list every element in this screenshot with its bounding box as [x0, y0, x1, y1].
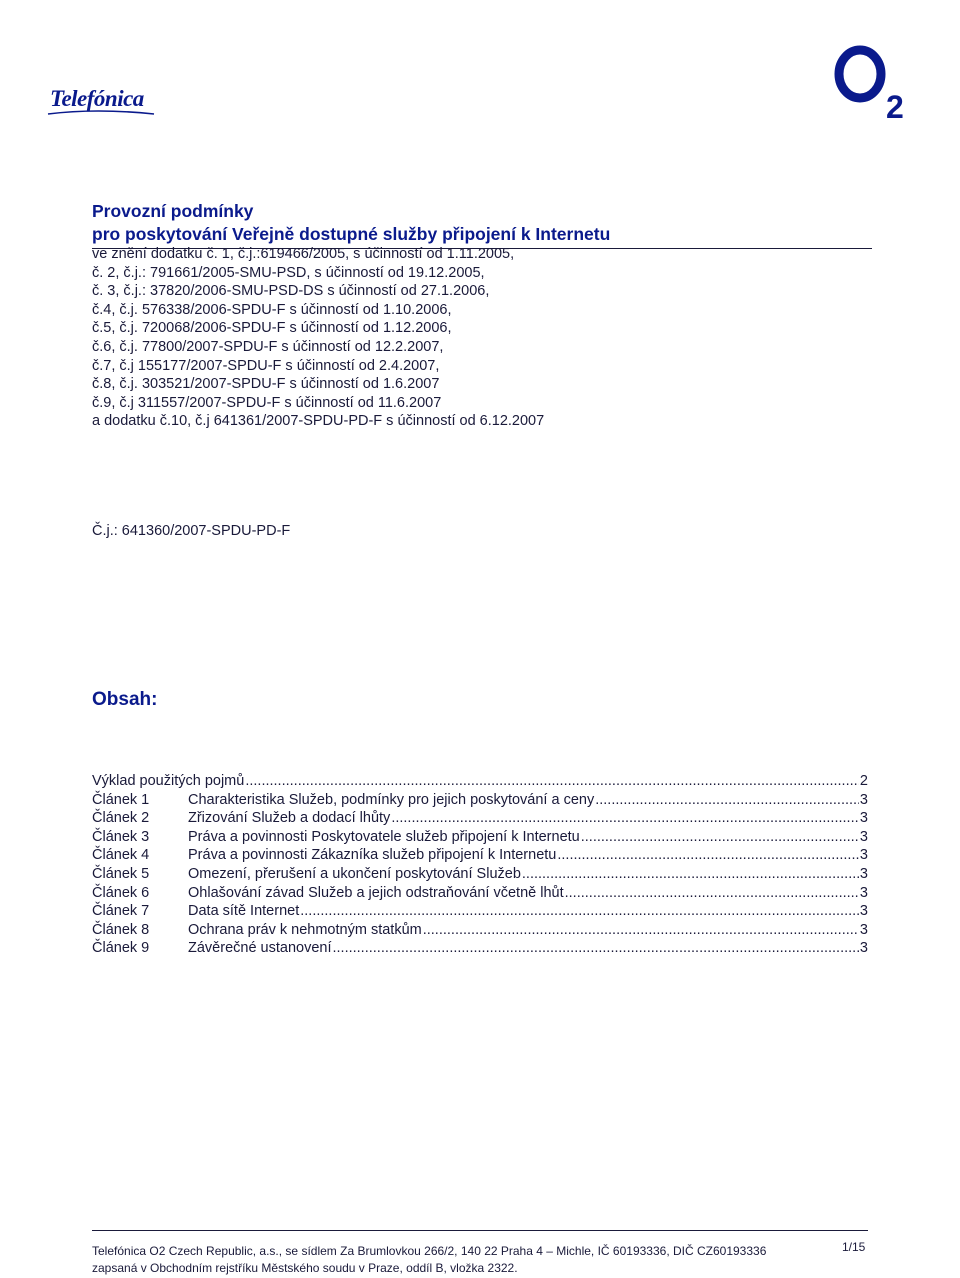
- toc-entry-number: Článek 3: [92, 828, 150, 845]
- toc-entry-number: Článek 9: [92, 940, 150, 957]
- toc-entry-page: 3: [859, 903, 868, 920]
- toc-entry-title: Zřizování Služeb a dodací lhůty: [188, 810, 391, 827]
- toc-entry-number: Článek 8: [92, 921, 150, 938]
- toc-entry-number: Článek 4: [92, 847, 150, 864]
- amendment-line: č.7, č.j 155177/2007-SPDU-F s účinností od 2.4.2007,: [92, 357, 440, 374]
- svg-text:2: 2: [886, 89, 904, 122]
- toc-entry-page: 3: [859, 940, 868, 957]
- toc-entry-title: Charakteristika Služeb, podmínky pro jejich poskytování a ceny: [188, 791, 595, 808]
- toc-leader-dots: [557, 846, 859, 865]
- document-title: [92, 200, 872, 249]
- toc-entry-title: Ohlašování závad Služeb a jejich odstraňování včetně lhůt: [188, 884, 564, 901]
- footer-divider: [92, 1230, 868, 1231]
- toc-entry-page: 3: [859, 921, 868, 938]
- o2-logo: [832, 42, 922, 122]
- amendment-line: č.4, č.j. 576338/2006-SPDU-F s účinností od 1.10.2006,: [92, 301, 452, 318]
- toc-entry-page: 3: [859, 810, 868, 827]
- toc-heading: Obsah:: [92, 689, 158, 710]
- toc-entry-title: Ochrana práv k nehmotným statkům: [188, 921, 422, 938]
- toc-entry-page: 3: [859, 865, 868, 882]
- toc-entry-page: 3: [859, 847, 868, 864]
- toc-entry-page: 3: [859, 791, 868, 808]
- toc-entry[interactable]: [92, 846, 868, 865]
- toc-leader-dots: [300, 902, 859, 921]
- toc-leader-dots: [595, 791, 859, 810]
- toc-entry[interactable]: [92, 939, 868, 958]
- toc-entry[interactable]: [92, 865, 868, 884]
- toc-entry[interactable]: [92, 772, 868, 791]
- toc-entry-number: Článek 2: [92, 810, 150, 827]
- amendment-list: [92, 245, 544, 431]
- toc-entry[interactable]: [92, 791, 868, 810]
- toc-entry[interactable]: [92, 902, 868, 921]
- toc-entry[interactable]: [92, 921, 868, 940]
- telefonica-logo: [46, 80, 158, 124]
- amendment-line: č. 2, č.j.: 791661/2005-SMU-PSD, s účinností od 19.12.2005,: [92, 264, 485, 281]
- toc-entry-page: 2: [859, 773, 868, 789]
- title-line-1: Provozní podmínky: [92, 201, 254, 221]
- amendment-line: č.9, č.j 311557/2007-SPDU-F s účinností od 11.6.2007: [92, 394, 442, 411]
- reference-number: Č.j.: 641360/2007-SPDU-PD-F: [92, 523, 291, 539]
- toc-entry-number: Článek 1: [92, 791, 150, 808]
- toc-entry-page: 3: [859, 828, 868, 845]
- toc-leader-dots: [245, 772, 859, 791]
- toc-entry-number: Článek 7: [92, 903, 150, 920]
- toc-entry[interactable]: [92, 828, 868, 847]
- toc-entry-page: 3: [859, 884, 868, 901]
- svg-text:Telefónica: Telefónica: [50, 86, 144, 111]
- amendment-line: a dodatku č.10, č.j 641361/2007-SPDU-PD-F s účinností od 6.12.2007: [92, 413, 545, 430]
- toc-entry[interactable]: [92, 809, 868, 828]
- toc-leader-dots: [423, 921, 859, 940]
- toc-entry-number: Článek 5: [92, 865, 150, 882]
- toc-leader-dots: [332, 939, 858, 958]
- toc-entry-title: Omezení, přerušení a ukončení poskytování Služeb: [188, 865, 521, 882]
- amendment-line: č.5, č.j. 720068/2006-SPDU-F s účinností od 1.12.2006,: [92, 320, 452, 337]
- toc-entry-title: Závěrečné ustanovení: [188, 940, 332, 957]
- footer-company-line: Telefónica O2 Czech Republic, a.s., se sídlem Za Brumlovkou 266/2, 140 22 Praha 4 – Michle, IČ 60193336, DIČ CZ60193336: [92, 1244, 767, 1258]
- toc-entry-number: Článek 6: [92, 884, 150, 901]
- amendment-line: č. 3, č.j.: 37820/2006-SMU-PSD-DS s účinností od 27.1.2006,: [92, 283, 490, 300]
- table-of-contents: [92, 772, 868, 958]
- toc-entry-title: Výklad použitých pojmů: [92, 773, 245, 789]
- toc-entry[interactable]: [92, 884, 868, 903]
- toc-entry-title: Data sítě Internet: [188, 903, 300, 920]
- footer-registry-line: zapsaná v Obchodním rejstříku Městského soudu v Praze, oddíl B, vložka 2322.: [92, 1261, 518, 1275]
- toc-leader-dots: [581, 828, 859, 847]
- toc-leader-dots: [391, 809, 859, 828]
- toc-entry-title: Práva a povinnosti Zákazníka služeb připojení k Internetu: [188, 847, 557, 864]
- amendment-line: č.8, č.j. 303521/2007-SPDU-F s účinností od 1.6.2007: [92, 376, 440, 393]
- amendment-line: č.6, č.j. 77800/2007-SPDU-F s účinností od 12.2.2007,: [92, 338, 444, 355]
- title-line-2: pro poskytování Veřejně dostupné služby připojení k Internetu: [92, 224, 611, 244]
- toc-leader-dots: [522, 865, 859, 884]
- toc-entry-title: Práva a povinnosti Poskytovatele služeb připojení k Internetu: [188, 828, 580, 845]
- amendment-line: ve znění dodatku č. 1, č.j.:619466/2005, s účinností od 1.11.2005,: [92, 246, 515, 262]
- page-footer: [92, 1243, 766, 1277]
- page-number: 1/15: [842, 1240, 866, 1254]
- toc-leader-dots: [565, 884, 859, 903]
